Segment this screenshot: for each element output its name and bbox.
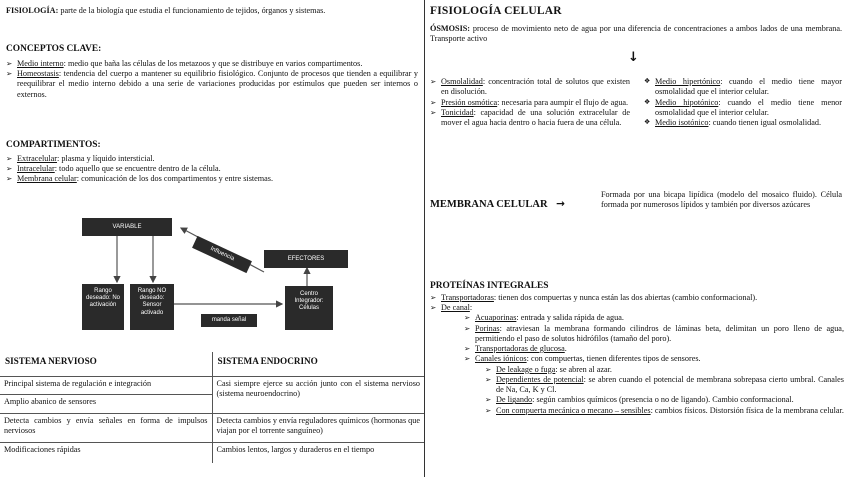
rango-deseado-box [82, 284, 124, 330]
fisiologia-def: parte de la biología que estudia el funcionamiento de tejidos, órganos y sistemas. [58, 6, 326, 15]
nervioso-cell: Principal sistema de regulación e integración [0, 376, 212, 394]
compartimento-term: Intracelular [17, 164, 55, 173]
table-row [0, 442, 424, 463]
sensor-item: ➢ De leakage o fuga: se abren al azar. [485, 365, 844, 375]
nervioso-cell: Detecta cambios y envía señales en forma de impulsos nerviosos [0, 413, 212, 442]
medio-item: ❖ Medio hipertónico: cuando el medio tiene mayor osmolalidad que el interior celular. [644, 77, 842, 98]
osmosis-concept-item: ➢ Presión osmótica: necesaria para aumpir el flujo de agua. [430, 98, 630, 108]
sistemas-table [0, 352, 424, 463]
variable-label: VARIABLE [112, 224, 142, 230]
sensor-item: ➢ De ligando: según cambios químicos (presencia o no de ligando). Cambio conformacional. [485, 395, 844, 405]
membrana-title: MEMBRANA CELULAR → [430, 198, 565, 210]
variable-box [82, 218, 172, 236]
proteina-item: ➢ Transportadoras: tienen dos compuertas y nunca están las dos abiertas (cambio conformacional). [430, 293, 844, 303]
proteinas-section [430, 281, 844, 416]
homeostasis-diagram-arrows [0, 0, 424, 345]
manda-senal-box [201, 314, 257, 327]
medio-item: ❖ Medio hipotónico: cuando el medio tiene menor osmolalidad que el interior celular. [644, 98, 842, 119]
rango-no-deseado-box [130, 284, 174, 330]
table-row [0, 413, 424, 442]
compartimento-term: Extracelular [17, 153, 58, 163]
compartimento-term: Membrana celular [17, 174, 77, 184]
table-header-row [0, 352, 424, 376]
concepto-def: : tendencia del cuerpo a mantener su equilibrio fisiológico. Conjunto de procesos que tienden a equilibrar y reequilibrar el medio interno debido a una serie de variaciones producidas por estímulos que pueden ser internos o externos. [17, 69, 418, 99]
membrana-definition: Formada por una bicapa lipídica (modelo del mosaico fluido). Célula formada por numerosos lípidos y también por diversos azúcares [601, 190, 842, 210]
fisiologia-celular-title: FISIOLOGÍA CELULAR [430, 5, 562, 17]
conceptos-title: CONCEPTOS CLAVE: [6, 44, 102, 54]
column-divider [424, 0, 425, 477]
compartimentos-title: COMPARTIMENTOS: [6, 140, 101, 150]
medio-item: ❖ Medio isotónico: cuando tienen igual osmolalidad. [644, 118, 842, 128]
osmosis-def: proceso de movimiento neto de agua por una diferencia de concentraciones a ambos lados de una membrana. Transporte activo [430, 24, 842, 44]
canal-item: ➢ Transportadoras de glucosa. [464, 344, 844, 354]
rango-deseado-label: Rango deseado: No activación [85, 288, 121, 309]
osmosis-term: ÓSMOSIS: [430, 24, 471, 33]
nervioso-cell: Modificaciones rápidas [0, 442, 212, 463]
endocrino-cell: Detecta cambios y envía reguladores químicos (hormonas que viajan por el torrente sanguíneo) [212, 413, 424, 442]
osmosis-concept-item: ➢ Tonicidad: capacidad de una solución extracelular de mover el agua hacia dentro o hacia fuera de una célula. [430, 108, 630, 129]
table-row [0, 376, 424, 394]
osmosis-concepts-left [430, 77, 630, 128]
rango-no-deseado-label: Rango NO deseado: Sensor activado [137, 288, 167, 316]
centro-integrador-box [285, 286, 333, 330]
influencia-label: Influencia [209, 245, 236, 263]
sensor-item: ➢ Dependientes de potencial: se abren cuando el potencial de membrana sobrepasa cierto umbral. Canales de Na, Ca, K y Cl. [485, 375, 844, 396]
canal-item: ➢ Canales iónicos: con compuertas, tienen diferentes tipos de sensores. [464, 354, 844, 364]
compartimento-def: : todo aquello que se encuentre dentro de la célula. [54, 164, 221, 173]
concepto-def: : medio que baña las células de los metazoos y que se distribuye en varios compartimentos. [63, 58, 363, 68]
header-endocrino: SISTEMA ENDOCRINO [212, 352, 424, 376]
compartimento-def: : comunicación de los dos compartimentos y entre sistemas. [76, 174, 274, 184]
efectores-label: EFECTORES [287, 256, 325, 262]
proteinas-title: PROTEÍNAS INTEGRALES [430, 281, 549, 291]
osmosis-definition [430, 24, 842, 45]
concepto-term: Medio interno [17, 58, 64, 68]
osmosis-concept-item: ➢ Osmolalidad: concentración total de solutos que existen en disolución. [430, 77, 630, 98]
concepto-term: Homeostasis [17, 69, 59, 78]
compartimento-def: : plasma y líquido intersticial. [57, 153, 155, 163]
proteina-item: ➢ De canal: [430, 303, 844, 313]
endocrino-cell: Casi siempre ejerce su acción junto con el sistema nervioso (sistema neuroendocrino) [212, 376, 424, 413]
header-nervioso: SISTEMA NERVIOSO [0, 352, 212, 376]
manda-senal-label: manda señal [211, 317, 247, 323]
sensor-item: ➢ Con compuerta mecánica o mecano – sensibles: cambios físicos. Distorsión física de la membrana celular. [485, 406, 844, 416]
canal-item: ➢ Acuaporinas: entrada y salida rápida de agua. [464, 313, 844, 323]
centro-integrador-label: Centro Integrador: Células [294, 291, 324, 312]
endocrino-cell: Cambios lentos, largos y duraderos en el tiempo [212, 442, 424, 463]
efectores-box [264, 250, 348, 268]
fisiologia-term: FISIOLOGÍA: [6, 6, 59, 15]
down-arrow: ↓ [628, 50, 639, 65]
osmosis-concepts-right [644, 77, 842, 128]
nervioso-cell: Amplio abanico de sensores [0, 394, 212, 413]
right-arrow-icon: → [556, 198, 565, 210]
canal-item: ➢ Porinas: atraviesan la membrana formando cilindros de láminas beta, delimitan un poro lleno de agua, permitiendo el paso de solutos hidrófilos (tamaño del poro). [464, 324, 844, 345]
